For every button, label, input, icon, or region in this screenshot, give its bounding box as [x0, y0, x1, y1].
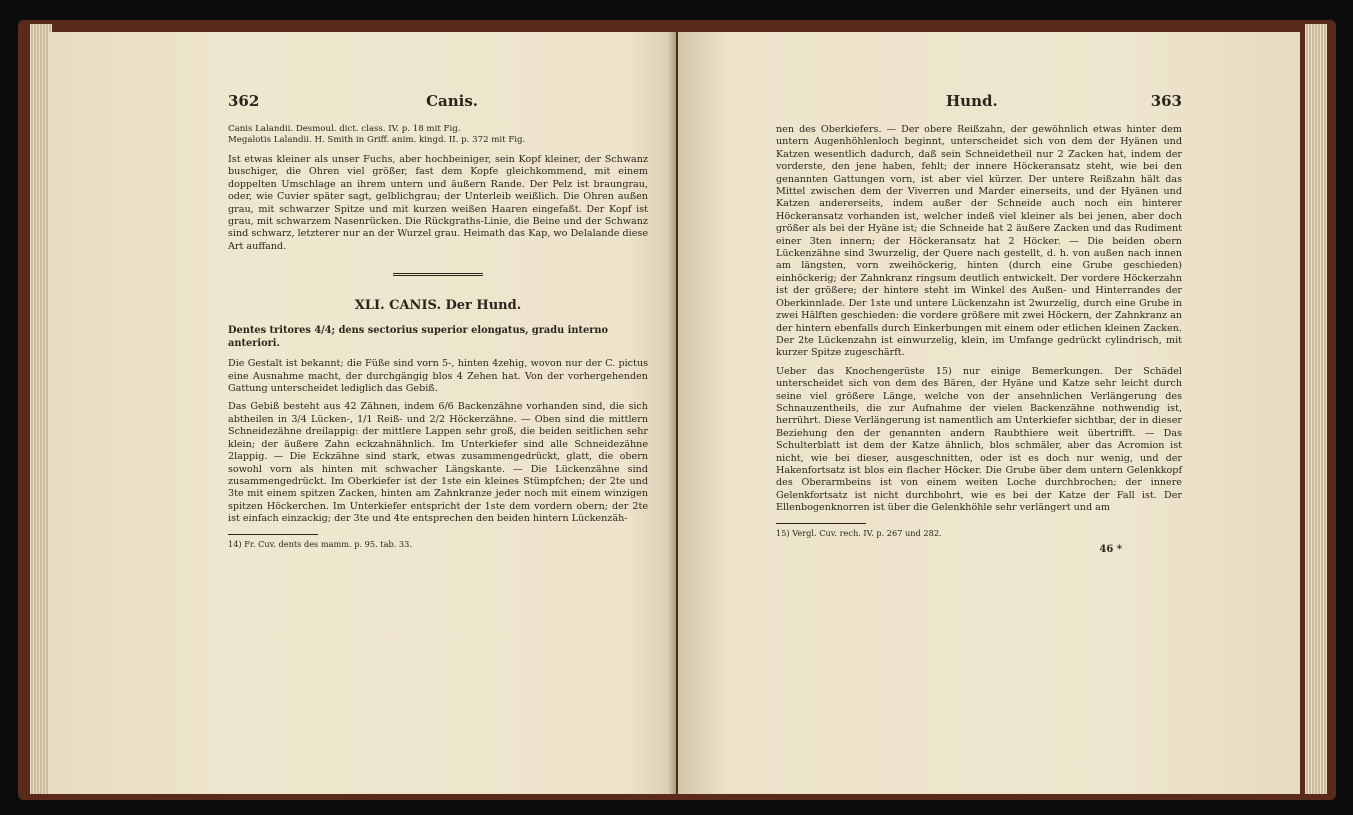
section-title: XLI. CANIS. Der Hund. [354, 298, 522, 314]
footnote: 14) Fr. Cuv. dents des mamm. p. 95. tab. 33. [228, 538, 412, 549]
right-page [678, 32, 1300, 794]
signature-mark: 46 * [1099, 543, 1122, 555]
right-running-head [776, 92, 1182, 110]
left-page-number: 362 [228, 92, 260, 110]
reference-line: Megalotis Lalandii. H. Smith in Griff. anim. kingd. II. p. 372 mit Fig. [228, 135, 526, 145]
paragraph: nen des Oberkiefers. — Der obere Reißzahn, der gewöhnlich etwas hinter dem untern Augenhöhlenloch beginnt, unterscheidet sich von dem der Hyänen und Katzen wesentlich dadurch, daß sein Schneidetheil nur 2 Zacken hat, indem der vorderste, den jene haben, fehlt; der innere Höckeransatz steht, wie bei den genannten Gattungen vorn, ist aber viel kürzer. Der untere Reißzahn hält das Mittel zwischen dem der Viverren und Marder einerseits, und der Hyänen und Katzen andererseits, indem außer der Schneide auch noch ein hinterer Höckeransatz vorhanden ist, welcher indeß viel kleiner als bei jenen, aber doch größer als bei der Hyäne ist; die Schneide hat 2 äußere Zacken und das Rudiment einer 3ten innern; der Höckeransatz hat 2 Höcker. — Die beiden obern Lückenzähne sind 3wurzelig, der Quere nach gestellt, d. h. von außen nach innen am längsten, vorn zweihöckerig, hinten (durch eine Grube geschieden) einhöckerig; der Zahnkranz ringsum deutlich entwickelt. Der vordere Höckerzahn ist der größere; der hintere steht im Winkel des Außen- und Hinterrandes der Oberkinnlade. Der 1ste und untere Lückenzahn ist 2wurzelig, durch eine Grube in zwei Hälften geschieden: die vordere größere mit zwei Höckern, der Zahnkranz an der hintern ebenfalls durch Einkerbungen mit einem oder etlichen kleinen Zacken. Der 2te Lückenzahn ist einwurzelig, klein, im Umfange gedrückt cylindrisch, mit kurzer Spitze zugeschärft. [776, 124, 1182, 359]
paragraph: Ueber das Knochengerüste 15) nur einige Bemerkungen. Der Schädel unterscheidet sich von dem des Bären, der Hyäne und Katze sehr leicht durch seine viel größere Länge, welche von der ansehnlichen Verlängerung des Schnauzentheils, die zur Aufnahme der vielen Backenzähne nothwendig ist, herrührt. Diese Verlängerung ist namentlich am Unterkiefer sichtbar, der in dieser Beziehung den der genannten andern Raubthiere weit übertrifft. — Das Schulterblatt ist dem der Katze ähnlich, blos schmäler, aber das Acromion ist nicht, wie bei dieser, ausgeschnitten, oder ist es doch nur wenig, und der Hakenfortsatz ist blos ein flacher Höcker. Die Grube über dem untern Gelenkkopf des Oberarmbeins ist von einem weiten Loche durchbrochen; der innere Gelenkfortsatz ist nicht durchbohrt, wie es bei der Katze der Fall ist. Der Ellenbogenknorren ist über die Gelenkhöhle sehr verlängert und am [776, 365, 1182, 514]
section-divider [393, 273, 483, 280]
paragraph: Das Gebiß besteht aus 42 Zähnen, indem 6/6 Backenzähne vorhanden sind, die sich abtheilen in 3/4 Lücken-, 1/1 Reiß- und 2/2 Höckerzähne. — Oben sind die mittlern Schneidezähne dreilappig: der mittlere Lappen sehr groß, die beiden seitlichen sehr klein; der äußere Zahn eckzahnähnlich. Im Unterkiefer sind alle Schneidezähne 2lappig. — Die Eckzähne sind stark, etwas zusammengedrückt, glatt, die obern sowohl vorn als hinten mit schwacher Längskante. — Die Lückenzähne sind zusammengedrückt. Im Oberkiefer ist der 1ste ein kleines Stümpfchen; der 2te und 3te mit einem spitzen Zacken, hinten am Zahnkranze jeder noch mit einem winzigen spitzen Höckerchen. Im Unterkiefer entspricht der 1ste dem vordern obern; der 2te ist einfach einzackig; der 3te und 4te entsprechen den beiden hintern Lückenzäh- [228, 401, 648, 525]
right-page-number: 363 [1150, 92, 1182, 110]
left-page [48, 32, 676, 794]
reference-line: Canis Lalandii. Desmoul. dict. class. IV. p. 18 mit Fig. [228, 124, 461, 134]
paragraph: Ist etwas kleiner als unser Fuchs, aber hochbeiniger, sein Kopf kleiner, der Schwanz buschiger, die Ohren viel größer, fast dem Kopfe gleichkommend, mit einem doppelten Umschlage an ihrem untern und äußern Rande. Der Pelz ist braungrau, oder, wie Cuvier später sagt, gelblichgrau; der Unterleib weißlich. Die Ohren außen grau, mit schwarzer Spitze und mit kurzen weißen Haaren eingefaßt. Der Kopf ist grau, mit schwarzem Nasenrücken. Die Rückgraths-Linie, die Beine und der Schwanz sind schwarz, letzterer nur an der Wurzel grau. Heimath das Kap, wo Delalande diese Art auffand. [228, 154, 648, 252]
genus-diagnosis: Dentes tritores 4/4; dens sectorius superior elongatus, gradu interno anteriori. [228, 325, 609, 349]
left-header-title: Canis. [426, 92, 478, 110]
right-page-edges [1305, 24, 1327, 794]
footnote-rule [776, 523, 866, 524]
left-running-head [228, 92, 648, 110]
right-header-title: Hund. [946, 92, 998, 110]
footnote: 15) Vergl. Cuv. rech. IV. p. 267 und 282. [776, 527, 942, 538]
footnote-rule [228, 534, 318, 535]
paragraph: Die Gestalt ist bekannt; die Füße sind vorn 5-, hinten 4zehig, wovon nur der C. pictus eine Ausnahme macht, der durchgängig blos 4 Zehen hat. Von der vorhergehenden Gattung unterscheidet lediglich das Gebiß. [228, 358, 648, 395]
